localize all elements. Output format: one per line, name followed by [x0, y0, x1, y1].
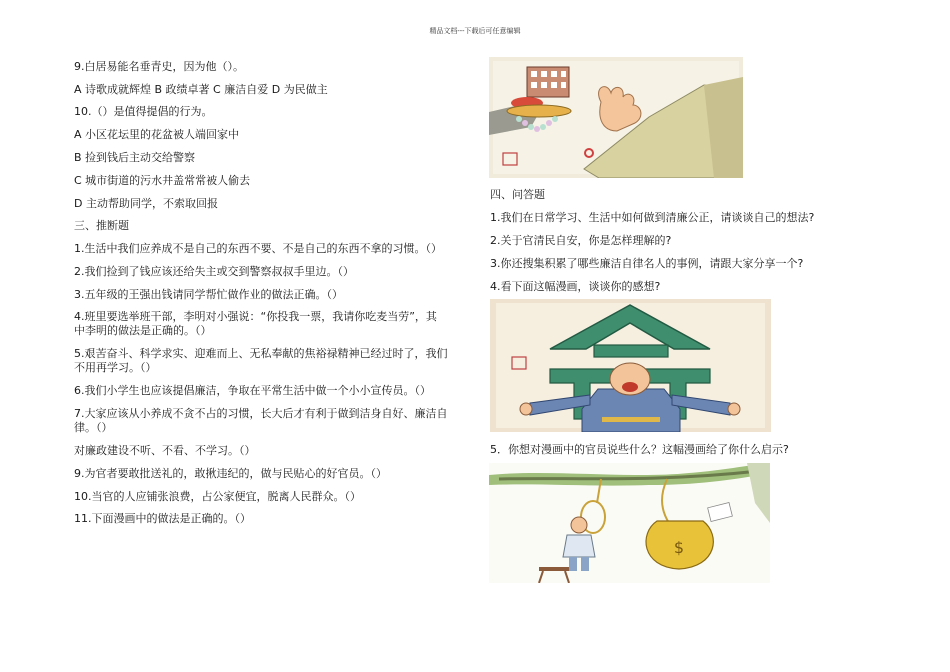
- section-4-title: 四、问答题: [490, 188, 545, 201]
- answer-question-1: 1.我们在日常学习、生活中如何做到清廉公正，请谈谈自己的想法?: [490, 211, 815, 224]
- judge-7-line-1: 7.大家应该从小养成不贪不占的习惯，长大后才有利于做到洁身自好、廉洁自: [74, 407, 448, 420]
- judge-4-line-1: 4.班里要选举班干部，李明对小强说：“你投我一票，我请你吃麦当劳”，其: [74, 310, 437, 323]
- question-10-option-a: A 小区花坛里的花盆被人端回家中: [74, 128, 240, 141]
- cartoon-greed-character: [490, 299, 771, 432]
- judge-10: 10.当官的人应铺张浪费，占公家便宜，脱离人民群众。（）: [74, 490, 361, 503]
- judge-5-line-1: 5.艰苦奋斗、科学求实、迎难而上、无私奉献的焦裕禄精神已经过时了，我们: [74, 347, 448, 360]
- cartoon-money-noose: [489, 463, 770, 583]
- answer-question-4: 4.看下面这幅漫画，谈谈你的感想?: [490, 280, 661, 293]
- judge-1: 1.生活中我们应养成不是自己的东西不要、不是自己的东西不拿的习惯。（）: [74, 242, 442, 255]
- judge-4-line-2: 中李明的做法是正确的。（）: [74, 324, 212, 337]
- question-10-option-c: C 城市街道的污水井盖常常被人偷去: [74, 174, 251, 187]
- judge-11: 11.下面漫画中的做法是正确的。（）: [74, 512, 251, 525]
- judge-5-line-2: 不用再学习。（）: [74, 361, 157, 374]
- judge-8: 对廉政建设不听、不看、不学习。（）: [74, 444, 256, 457]
- judge-6: 6.我们小学生也应该提倡廉洁，争取在平常生活中做一个小小宣传员。（）: [74, 384, 431, 397]
- svg-text:$: $: [673, 538, 685, 557]
- answer-question-2: 2.关于官清民自安，你是怎样理解的?: [490, 234, 672, 247]
- answer-question-3: 3.你还搜集积累了哪些廉洁自律名人的事例，请跟大家分享一个?: [490, 257, 804, 270]
- cartoon-bribe-refused: [489, 57, 743, 178]
- question-10-option-b: B 捡到钱后主动交给警察: [74, 151, 196, 164]
- question-10: 10.（）是值得提倡的行为。: [74, 105, 213, 118]
- judge-2: 2.我们捡到了钱应该还给失主或交到警察叔叔手里边。（）: [74, 265, 354, 278]
- question-9-options: A 诗歌成就辉煌 B 政绩卓著 C 廉洁自爱 D 为民做主: [74, 83, 328, 96]
- question-10-option-d: D 主动帮助同学，不索取回报: [74, 197, 218, 210]
- judge-3: 3.五年级的王强出钱请同学帮忙做作业的做法正确。（）: [74, 288, 343, 301]
- judge-9: 9.为官者要敢批送礼的，敢揪违纪的，做与民贴心的好官员。（）: [74, 467, 387, 480]
- judge-7-line-2: 律。（）: [74, 421, 113, 434]
- answer-question-5: 5．你想对漫画中的官员说些什么？这幅漫画给了你什么启示?: [490, 443, 789, 456]
- page-header: 精品文档---下载后可任意编辑: [429, 27, 521, 35]
- section-3-title: 三、推断题: [74, 219, 129, 232]
- question-9: 9.白居易能名垂青史，因为他（）。: [74, 60, 244, 73]
